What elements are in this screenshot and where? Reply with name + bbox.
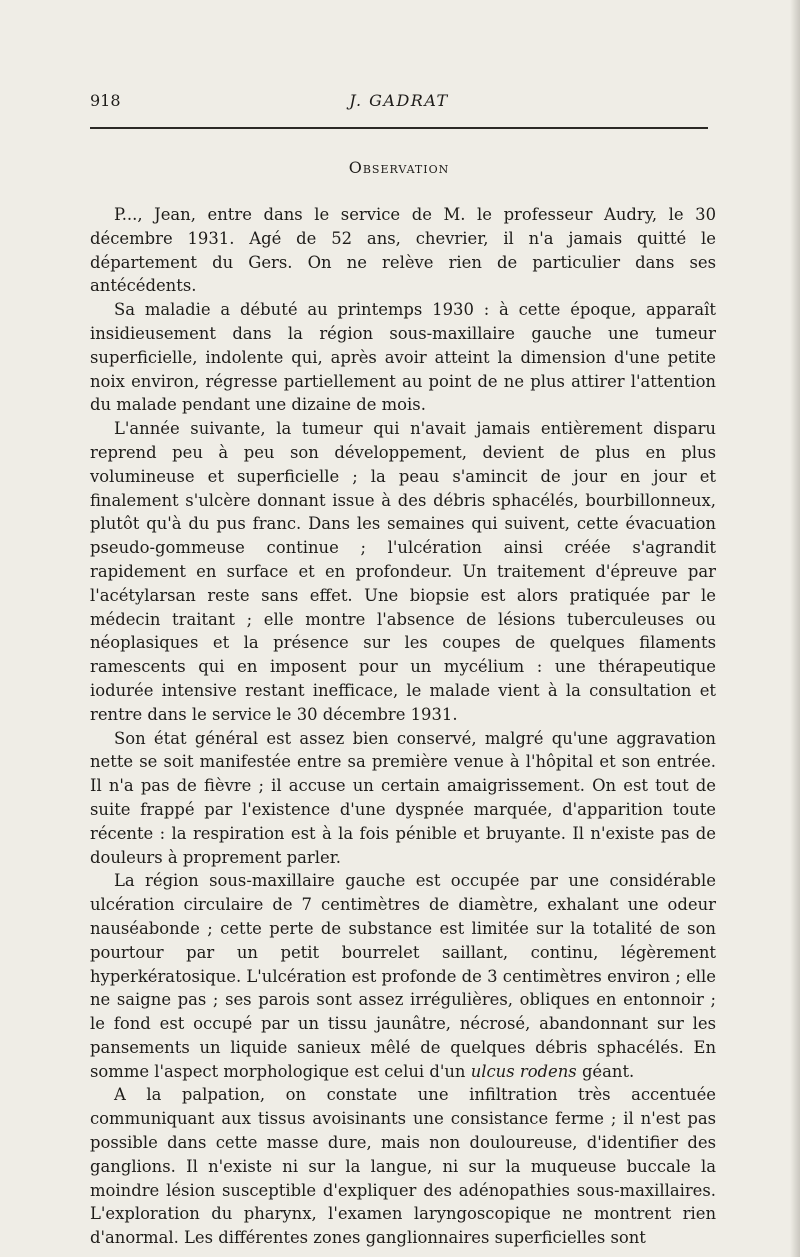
body-text bbox=[90, 203, 716, 1250]
paragraph: P..., Jean, entre dans le service de M. le professeur Audry, le 30 décembre 1931. Agé de 52 ans, chevrier, il n'a jamais quitté le département du Gers. On ne relève rien de particulier dans ses antécédents. bbox=[90, 205, 716, 296]
page-number: 918 bbox=[90, 91, 121, 110]
paragraph: A la palpation, on constate une infiltration très accentuée communiquant aux tissus avoisinants une consistance ferme ; il n'est pas possible dans cette masse dure, mais non douloureuse, d'identifier des ganglions. Il n'existe ni sur la langue, ni sur la muqueuse buccale la moindre lésion susceptible d'expliquer des adénopathies sous-maxillaires. L'exploration du pharynx, l'examen laryngoscopique ne montrent rien d'anormal. Les différentes zones ganglionnaires superficielles sont bbox=[90, 1085, 716, 1248]
paragraph: Son état général est assez bien conservé, malgré qu'une aggravation nette se soit manifestée entre sa première venue à l'hôpital et son entrée. Il n'a pas de fièvre ; il accuse un certain amaigrissement. On est tout de suite frappé par l'existence d'une dyspnée marquée, d'apparition toute récente : la respiration est à la fois pénible et bruyante. Il n'existe pas de douleurs à proprement parler. bbox=[90, 728, 716, 867]
paragraph-text: La région sous-maxillaire gauche est occupée par une considérable ulcération circulaire de 7 centimètres de diamètre, exhalant une odeur nauséabonde ; cette perte de substance est limitée sur la totalité de son pourtour par un petit bourrelet saillant, continu, légèrement hyperkératosique. L'ulcération est profonde de 3 centimètres environ ; elle ne saigne pas ; ses parois sont assez irrégulières, obliques en entonnoir ; le fond est occupé par un tissu jaunâtre, nécrosé, abandonnant sur les pansements un liquide sanieux mêlé de quelques débris sphacélés. En somme l'aspect morphologique est celui d'un bbox=[90, 871, 716, 1081]
paragraph: L'année suivante, la tumeur qui n'avait jamais entièrement disparu reprend peu à peu son développement, devient de plus en plus volumineuse et superficielle ; la peau s'amincit de jour en jour et finalement s'ulcère donnant issue à des débris sphacélés, bourbillonneux, plutôt qu'à du pus franc. Dans les semaines qui suivent, cette évacuation pseudo-gommeuse continue ; l'ulcération ainsi créée s'agrandit rapidement en surface et en profondeur. Un traitement d'épreuve par l'acétylarsan reste sans effet. Une biopsie est alors pratiquée par le médecin traitant ; elle montre l'absence de lésions tuberculeuses ou néoplasiques et la présence sur les coupes de quelques filaments ramescents qui en imposent pour un mycélium : une thérapeutique iodurée intensive restant inefficace, le malade vient à la consultation et rentre dans le service le 30 décembre 1931. bbox=[90, 419, 716, 724]
paragraph bbox=[90, 869, 716, 1083]
paragraph-text: géant. bbox=[576, 1061, 635, 1081]
running-head: J. GADRAT bbox=[349, 91, 449, 110]
italic-term: ulcus rodens bbox=[470, 1061, 577, 1081]
header-rule bbox=[90, 127, 708, 129]
section-heading: Observation bbox=[348, 158, 450, 177]
page-edge-shadow bbox=[790, 0, 800, 1257]
paragraph: Sa maladie a débuté au printemps 1930 : à cette époque, apparaît insidieusement dans la région sous-maxillaire gauche une tumeur superficielle, indolente qui, après avoir atteint la dimension d'une petite noix environ, régresse partiellement au point de ne plus attirer l'attention du malade pendant une dizaine de mois. bbox=[90, 300, 716, 415]
page-header bbox=[90, 91, 708, 115]
